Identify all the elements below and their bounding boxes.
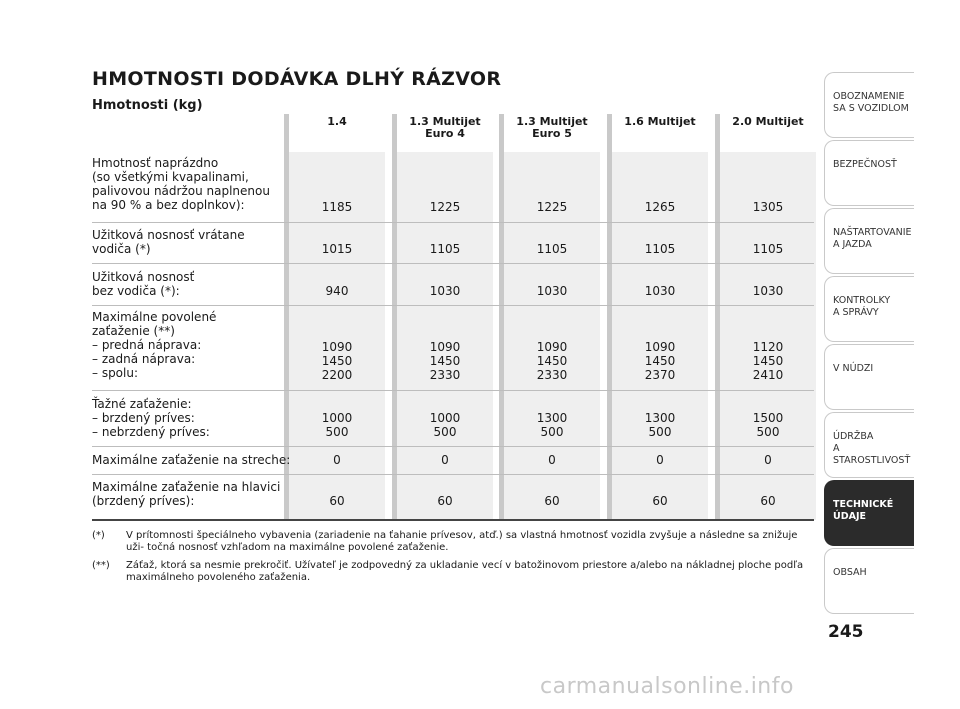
chapter-tab[interactable] [824,276,914,342]
table-cell: 0 [333,453,341,467]
table-cell: 1265 [644,200,676,214]
row-separator [92,446,814,447]
table-cell: 1225 [536,200,568,214]
table-cell: 0 [548,453,556,467]
row-label: Užitková nosnosť bez vodiča (*): [92,270,195,298]
row-separator [92,263,814,264]
table-cell: 1305 [752,200,784,214]
table-cell: 0 [656,453,664,467]
table-cell: 1105 [429,242,461,256]
page-number: 245 [828,622,864,642]
table-cell: 1090 1450 2370 [644,340,676,382]
chapter-tab[interactable] [824,208,914,274]
chapter-tab-label: NAŠTARTOVANIE A JAZDA [833,227,912,250]
table-cell: 1030 [536,284,568,298]
row-separator [92,474,814,475]
footnote-mark: (*) [92,530,105,541]
table-cell: 1030 [752,284,784,298]
chapter-tab[interactable] [824,548,914,614]
table-cell: 1000 500 [429,411,461,439]
chapter-tab-label: ÚDRŽBA A STAROSTLIVOSŤ [833,431,911,466]
table-cell: 1120 1450 2410 [752,340,784,382]
row-label: Ťažné zaťaženie: – brzdený príves: – nebrzdený príves: [92,397,210,439]
chapter-tab-label: KONTROLKY A SPRÁVY [833,295,891,318]
watermark: carmanualsonline.info [540,674,794,699]
table-cell: 60 [760,494,776,508]
table-cell: 1300 500 [644,411,676,439]
table-bottom-rule [92,519,814,521]
table-subtitle: Hmotnosti (kg) [92,98,203,113]
page-title: HMOTNOSTI DODÁVKA DLHÝ RÁZVOR [92,68,502,90]
table-cell: 1000 500 [321,411,353,439]
row-label: Užitková nosnosť vrátane vodiča (*) [92,228,245,256]
table-cell: 60 [652,494,668,508]
column-header: 1.6 Multijet [624,115,696,128]
table-cell: 1015 [321,242,353,256]
chapter-tab-label: V NÚDZI [833,363,874,374]
footnote-mark: (**) [92,560,110,571]
chapter-tab[interactable] [824,344,914,410]
table-cell: 1030 [644,284,676,298]
row-separator [92,390,814,391]
table-cell: 60 [544,494,560,508]
table-cell: 1185 [321,200,353,214]
chapter-tab[interactable] [824,480,914,546]
column-header: 2.0 Multijet [732,115,804,128]
table-cell: 1030 [429,284,461,298]
table-cell: 1090 1450 2330 [536,340,568,382]
column-header: 1.3 Multijet Euro 5 [516,115,588,140]
table-cell: 1105 [536,242,568,256]
row-separator [92,305,814,306]
chapter-tab-label: TECHNICKÉ ÚDAJE [833,499,894,522]
chapter-tab-label: OBOZNAMENIE SA S VOZIDLOM [833,91,909,114]
chapter-tab-label: OBSAH [833,567,867,578]
column-header: 1.3 Multijet Euro 4 [409,115,481,140]
table-cell: 1090 1450 2330 [429,340,461,382]
table-cell: 0 [441,453,449,467]
chapter-tab[interactable] [824,72,914,138]
table-cell: 60 [329,494,345,508]
row-label: Maximálne zaťaženie na streche: [92,453,291,467]
footnote-text: V prítomnosti špeciálneho vybavenia (zariadenie na ťahanie prívesov, atď.) sa vlastná hmotnosť vozidla zvyšuje a následne sa znižuje uži- točná nosnosť vzhľadom na maximálne povolené zaťaženie. [126,530,798,553]
table-cell: 1300 500 [536,411,568,439]
row-separator [92,222,814,223]
table-cell: 60 [437,494,453,508]
chapter-tab-label: BEZPEČNOSŤ [833,159,897,170]
table-cell: 0 [764,453,772,467]
table-cell: 940 [325,284,349,298]
table-cell: 1500 500 [752,411,784,439]
footnote-text: Záťaž, ktorá sa nesmie prekročiť. Užívateľ je zodpovedný za ukladanie vecí v batožinovom priestore a/alebo na nákladnej ploche podľa maximálneho povoleného zaťaženia. [126,560,804,583]
table-cell: 1225 [429,200,461,214]
row-label: Hmotnosť naprázdno (so všetkými kvapalinami, palivovou nádržou naplnenou na 90 % a bez doplnkov): [92,156,270,212]
chapter-tab[interactable] [824,140,914,206]
row-label: Maximálne povolené zaťaženie (**) – predná náprava: – zadná náprava: – spolu: [92,310,217,380]
column-header: 1.4 [327,115,347,128]
table-cell: 1105 [644,242,676,256]
table-cell: 1090 1450 2200 [321,340,353,382]
row-label: Maximálne zaťaženie na hlavici (brzdený príves): [92,480,281,508]
chapter-tab[interactable] [824,412,914,478]
table-cell: 1105 [752,242,784,256]
